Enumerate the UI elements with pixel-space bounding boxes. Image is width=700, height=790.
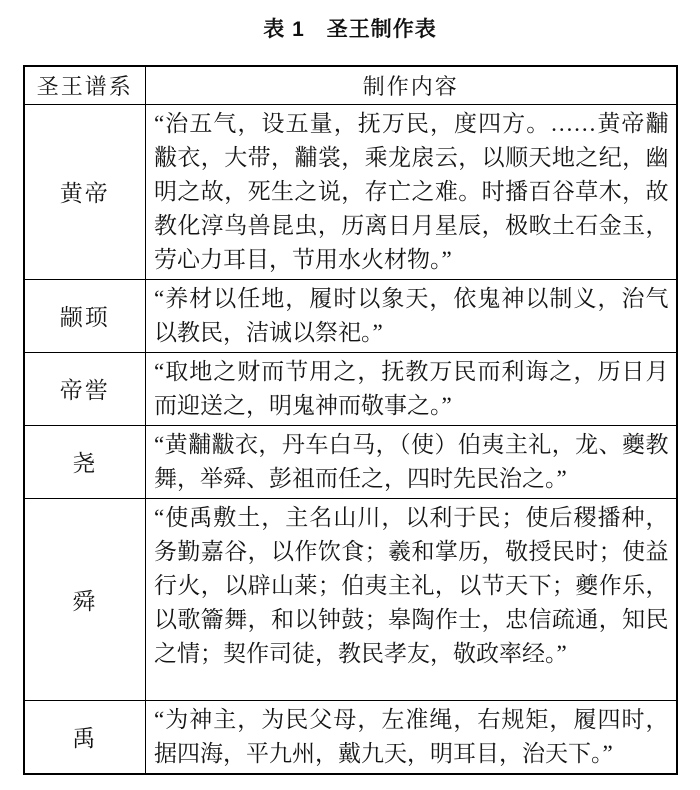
king-name: 黄帝 xyxy=(24,104,146,279)
king-name: 尧 xyxy=(24,425,146,498)
creation-content-text: “黄黼黻衣，丹车白马，（使）伯夷主礼，龙、夔教舞，举舜、彭祖而任之，四时先民治之。” xyxy=(146,425,677,498)
king-name: 帝喾 xyxy=(24,352,146,425)
column-header-king-lineage: 圣王谱系 xyxy=(24,66,146,104)
table-row-shun xyxy=(24,498,677,700)
creation-content-text: “为神主，为民父母，左准绳，右规矩，履四时，据四海，平九州，戴九天，明耳目，治天下。” xyxy=(146,700,677,774)
table-caption: 表 1 圣王制作表 xyxy=(263,18,437,41)
header-row xyxy=(24,66,677,104)
sage-kings-table xyxy=(23,65,678,775)
table-row-diku xyxy=(24,352,677,425)
creation-content-text: “治五气，设五量，抚万民，度四方。……黄帝黼黻衣，大带，黼裳，乘龙扆云，以顺天地之纪，幽明之故，死生之说，存亡之难。时播百谷草木，故教化淳鸟兽昆虫，历离日月星辰，极畋土石金玉，劳心力耳目，节用水火材物。” xyxy=(146,104,677,279)
table-row-yu xyxy=(24,700,677,774)
table-row-zhuanxu xyxy=(24,279,677,352)
table-row-yao xyxy=(24,425,677,498)
king-name: 舜 xyxy=(24,498,146,700)
king-name: 禹 xyxy=(24,700,146,774)
creation-content-text: “养材以任地，履时以象天，依鬼神以制义，治气以教民，洁诚以祭祀。” xyxy=(146,279,677,352)
king-name: 颛顼 xyxy=(24,279,146,352)
column-header-creation-content: 制作内容 xyxy=(146,66,677,104)
creation-content-text: “使禹敷土，主名山川，以利于民；使后稷播种，务勤嘉谷，以作饮食；羲和掌历，敬授民时；使益行火，以辟山莱；伯夷主礼，以节天下；夔作乐，以歌籥舞，和以钟鼓；皋陶作士，忠信疏通，知民之情；契作司徒，教民孝友，敬政率经。” xyxy=(146,498,677,700)
table-row-huangdi xyxy=(24,104,677,279)
creation-content-text: “取地之财而节用之，抚教万民而利诲之，历日月而迎送之，明鬼神而敬事之。” xyxy=(146,352,677,425)
